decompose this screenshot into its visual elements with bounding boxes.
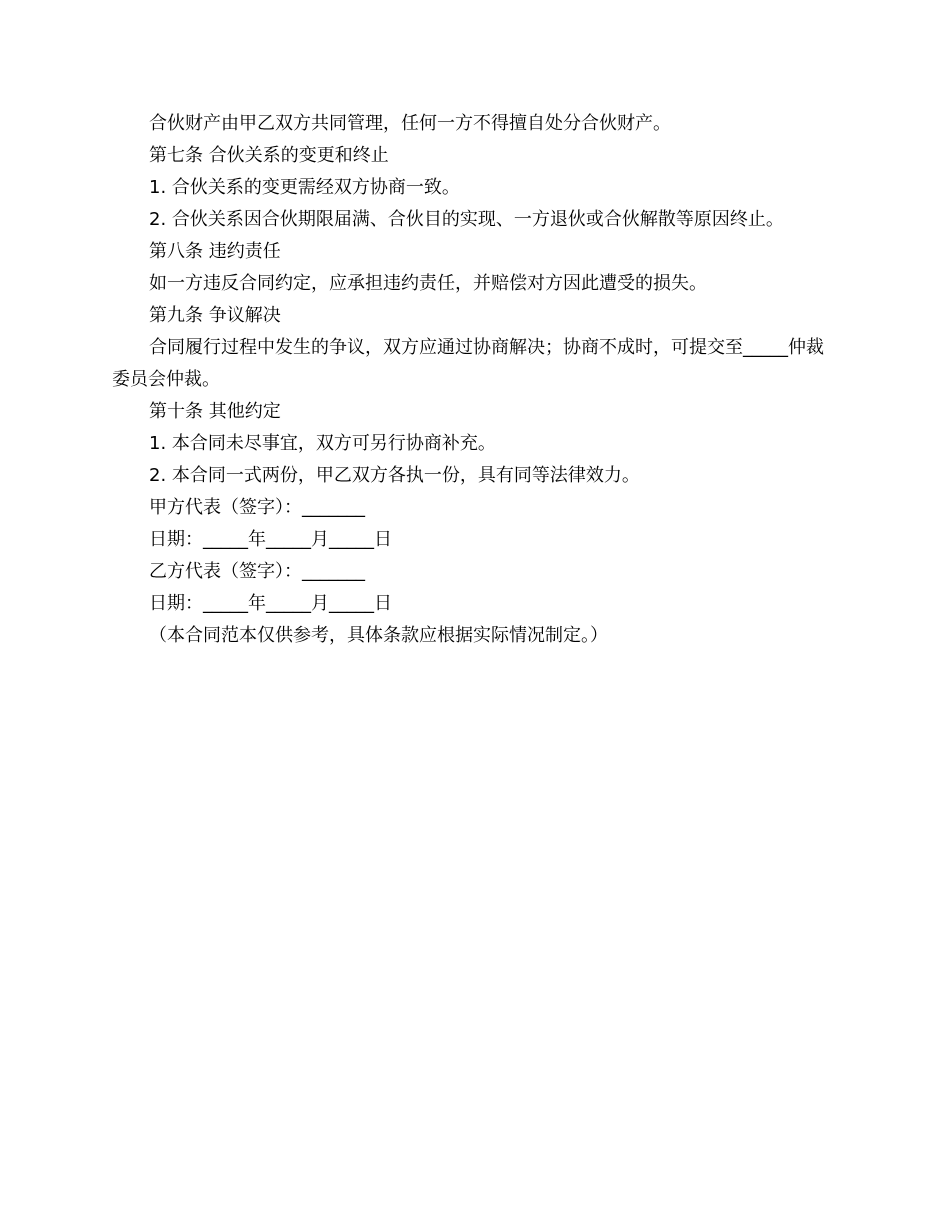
article-10-item-2: 2. 本合同一式两份，甲乙双方各执一份，具有同等法律效力。 [149, 465, 640, 486]
paragraph-dispute-resolution: 合同履行过程中发生的争议，双方应通过协商解决；协商不成时，可提交至_____仲裁委员会仲裁。 [112, 337, 824, 390]
paragraph-partnership-property: 合伙财产由甲乙双方共同管理，任何一方不得擅自处分合伙财产。 [149, 113, 671, 134]
document-body [112, 108, 840, 652]
article-7-item-2: 2. 合伙关系因合伙期限届满、合伙目的实现、一方退伙或合伙解散等原因终止。 [149, 209, 784, 230]
party-b-signature-line: 乙方代表（签字）：_______ [149, 561, 365, 582]
heading-article-10: 第十条 其他约定 [149, 401, 281, 422]
heading-article-7: 第七条 合伙关系的变更和终止 [149, 145, 389, 166]
party-a-date-line: 日期：_____年_____月_____日 [149, 529, 392, 550]
party-a-signature-line: 甲方代表（签字）：_______ [149, 497, 365, 518]
heading-article-8: 第八条 违约责任 [149, 241, 281, 262]
article-7-item-1: 1. 合伙关系的变更需经双方协商一致。 [149, 177, 460, 198]
heading-article-9: 第九条 争议解决 [149, 305, 281, 326]
party-b-date-line: 日期：_____年_____月_____日 [149, 593, 392, 614]
article-10-item-1: 1. 本合同未尽事宜，双方可另行协商补充。 [149, 433, 496, 454]
disclaimer-note: （本合同范本仅供参考，具体条款应根据实际情况制定。） [149, 625, 608, 646]
paragraph-breach-liability: 如一方违反合同约定，应承担违约责任，并赔偿对方因此遭受的损失。 [149, 273, 707, 294]
